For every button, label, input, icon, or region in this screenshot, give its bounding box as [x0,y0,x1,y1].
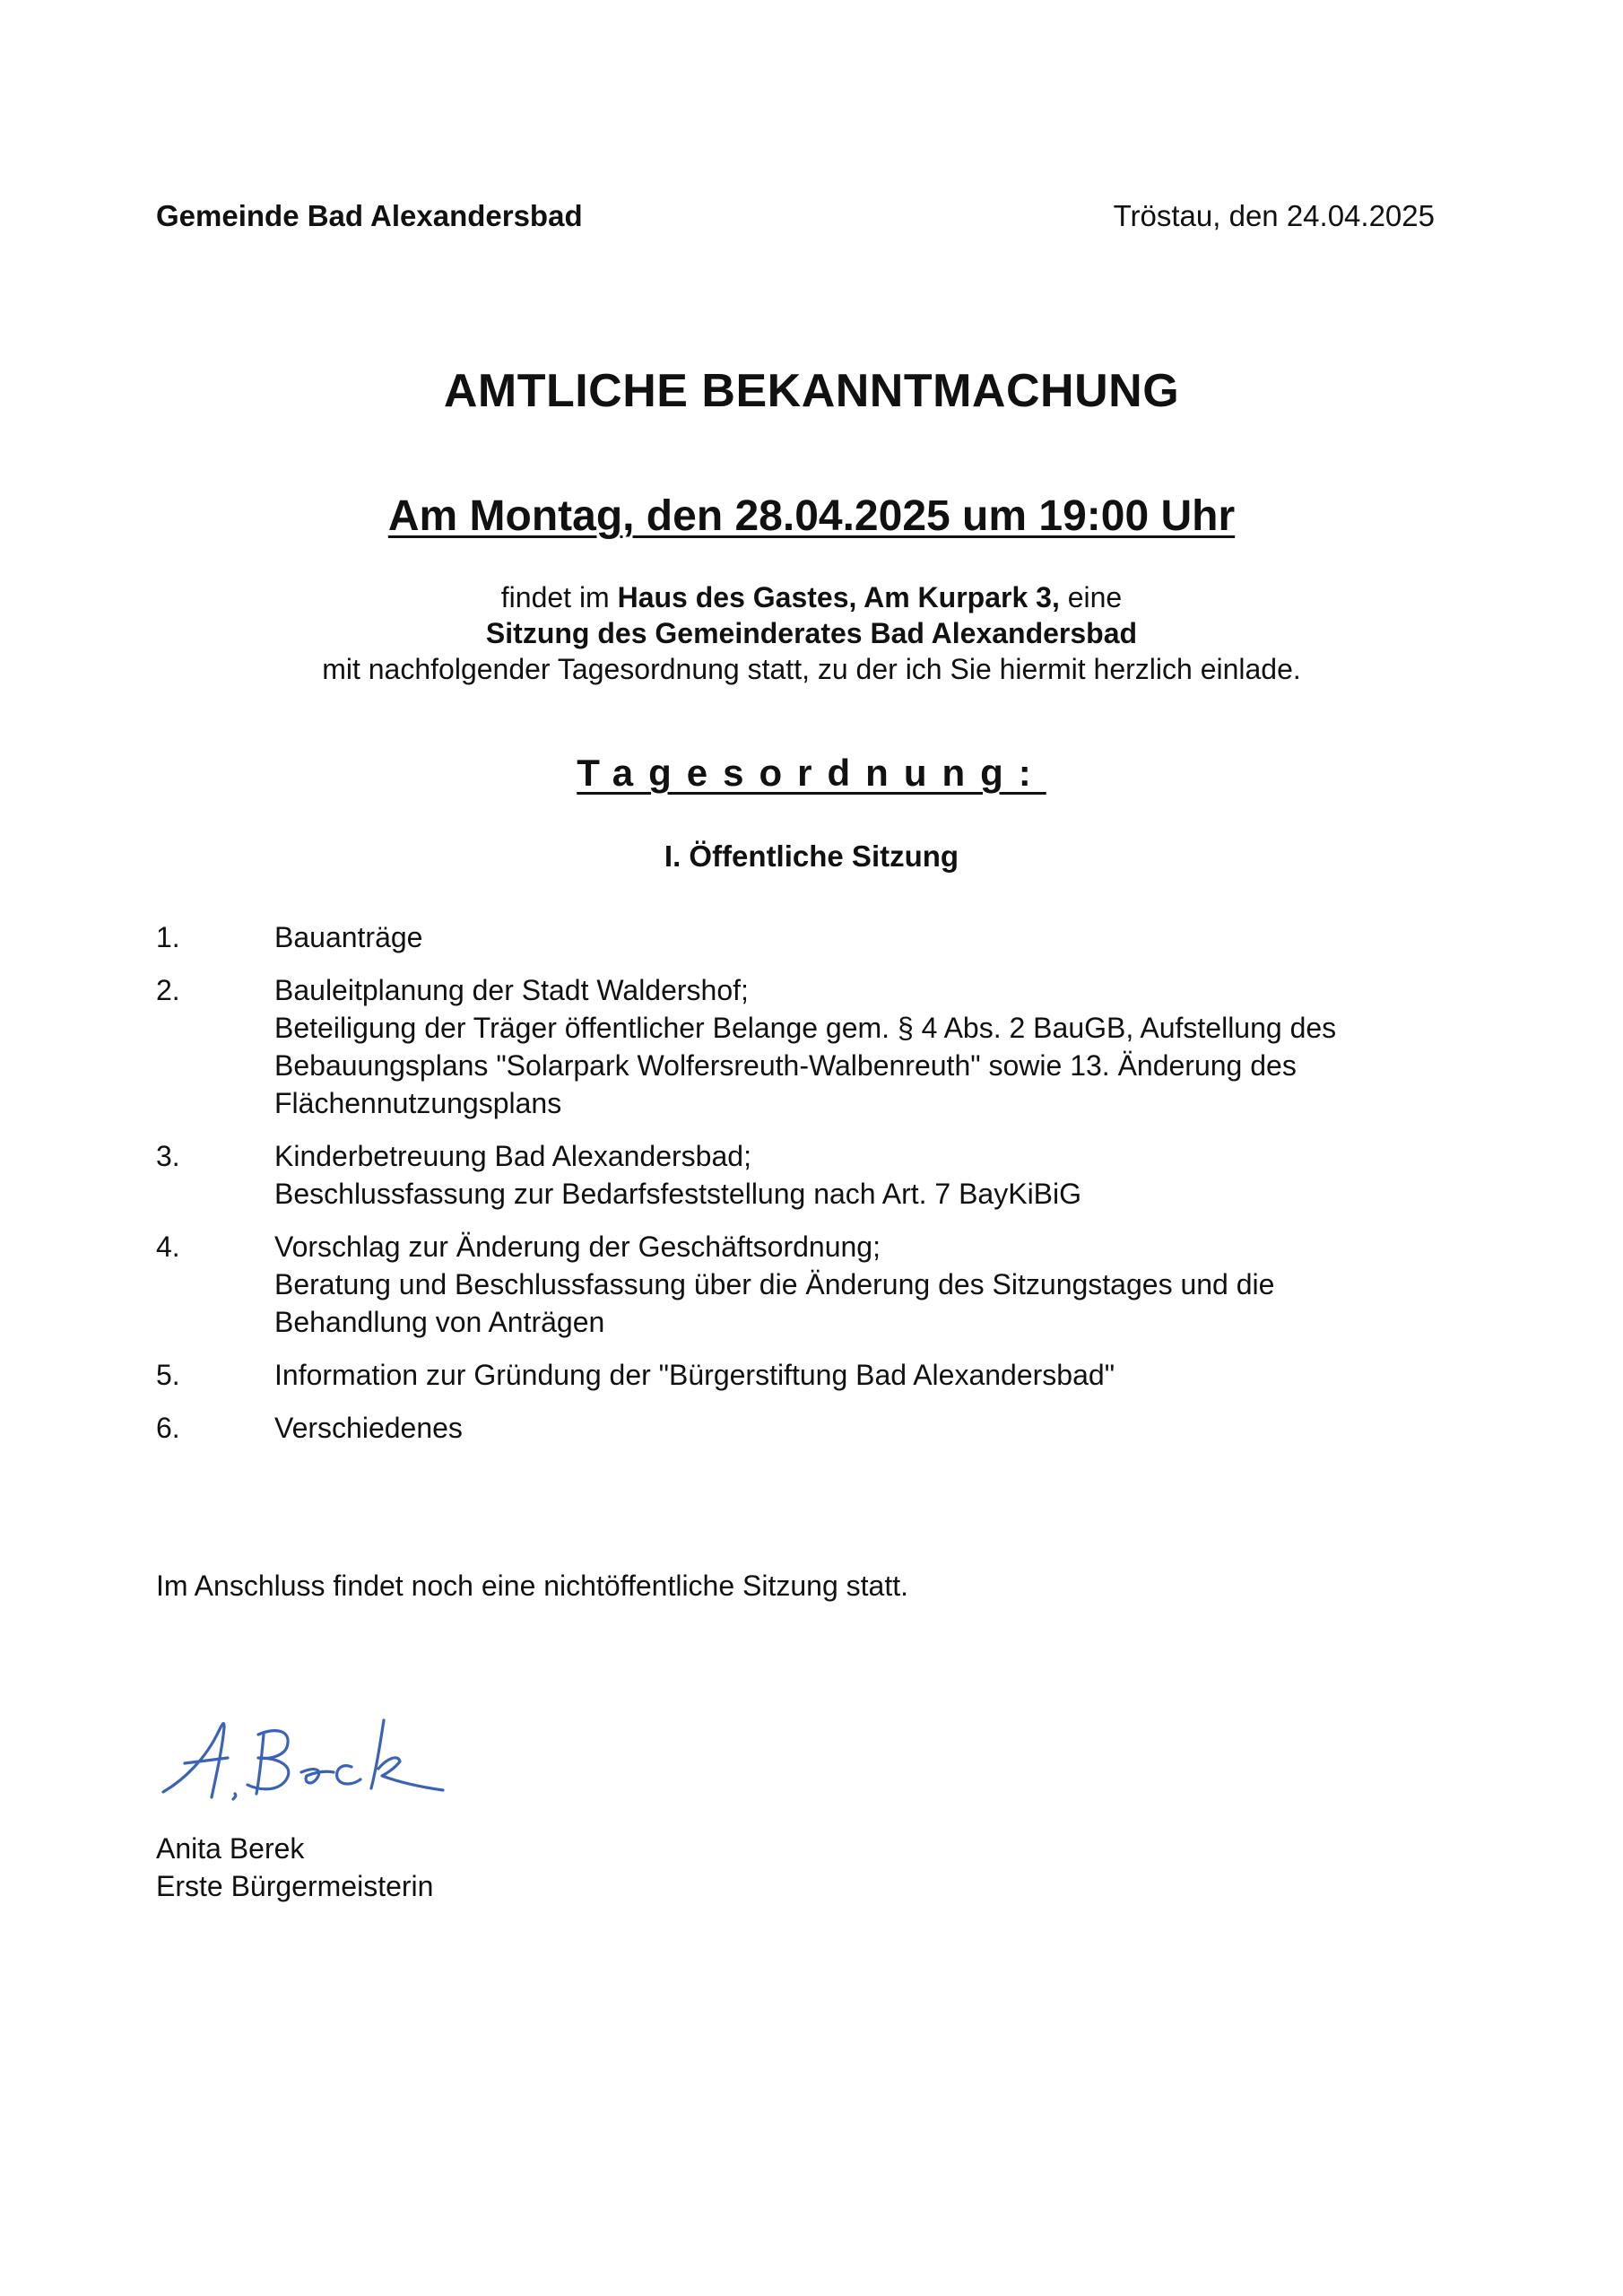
document-title: AMTLICHE BEKANNTMACHUNG [443,365,1180,417]
agenda-item-line: Verschiedenes [274,1412,463,1444]
intro-line-1-prefix: findet im [500,581,618,613]
agenda-item-text [274,971,1411,1122]
intro-line-1-suffix: eine [1059,581,1123,613]
signature-stroke [371,1720,443,1790]
agenda-item-line: Bauleitplanung der Stadt Waldershof; [274,974,749,1006]
signature-stroke [301,1770,334,1783]
agenda-item-line: Behandlung von Anträgen [274,1306,605,1338]
agenda-item-line: Bauanträge [274,921,423,953]
agenda-item-line: Kinderbetreuung Bad Alexandersbad; [274,1140,751,1172]
agenda-item-number: 5. [156,1359,180,1391]
agenda-item-line: Bebauungsplans "Solarpark Wolfersreuth-Walbenreuth" sowie 13. Änderung des [274,1049,1297,1082]
municipality-name: Gemeinde Bad Alexandersbad [156,199,583,232]
signer-name: Anita Berek [156,1832,305,1865]
meeting-intro [0,579,1623,687]
agenda-heading: Tagesordnung: [577,752,1046,794]
agenda-item [156,1409,1411,1447]
agenda-item-text [274,918,1411,956]
agenda-item-number: 2. [156,974,180,1006]
place-date: Tröstau, den 24.04.2025 [1113,199,1435,232]
meeting-location: Haus des Gastes, Am Kurpark 3, [617,581,1060,613]
intro-line-3: mit nachfolgender Tagesordnung statt, zu der ich Sie hiermit herzlich einlade. [322,653,1301,685]
handwritten-signature [158,1704,454,1821]
agenda-item-text [274,1409,1411,1447]
intro-line-2 [0,615,1623,651]
signature-stroke [247,1731,289,1794]
agenda-item-line: Information zur Gründung der "Bürgerstiftung Bad Alexandersbad" [274,1359,1115,1391]
agenda-item-number: 6. [156,1412,180,1444]
meeting-datetime: Am Montag, den 28.04.2025 um 19:00 Uhr [387,492,1236,540]
agenda-item-number: 1. [156,921,180,953]
agenda-item-text [274,1228,1411,1341]
agenda-item [156,1137,1411,1213]
agenda-item-text [274,1137,1411,1213]
agenda-item-line: Vorschlag zur Änderung der Geschäftsordnung; [274,1231,881,1263]
agenda-item-number: 3. [156,1140,180,1172]
signature-stroke [337,1766,360,1784]
section-heading: I. Öffentliche Sitzung [664,839,959,873]
agenda-item [156,1228,1411,1341]
agenda-item-line: Flächennutzungsplans [274,1087,562,1119]
agenda-item-number: 4. [156,1231,180,1263]
signature-stroke [163,1724,228,1797]
agenda-list [156,918,1411,1462]
agenda-item-line: Beratung und Beschlussfassung über die Änderung des Sitzungstages und die [274,1268,1275,1300]
agenda-item [156,971,1411,1122]
intro-line-1 [0,579,1623,615]
signature-stroke [233,1794,236,1799]
closing-note: Im Anschluss findet noch eine nichtöffentliche Sitzung statt. [156,1570,909,1602]
agenda-item [156,1356,1411,1394]
agenda-item-line: Beteiligung der Träger öffentlicher Belange gem. § 4 Abs. 2 BauGB, Aufstellung des [274,1012,1337,1044]
agenda-item [156,918,1411,956]
agenda-item-line: Beschlussfassung zur Bedarfsfeststellung nach Art. 7 BayKiBiG [274,1178,1082,1210]
agenda-item-text [274,1356,1411,1394]
meeting-body: Sitzung des Gemeinderates Bad Alexandersbad [485,617,1138,649]
signer-role: Erste Bürgermeisterin [156,1870,434,1902]
